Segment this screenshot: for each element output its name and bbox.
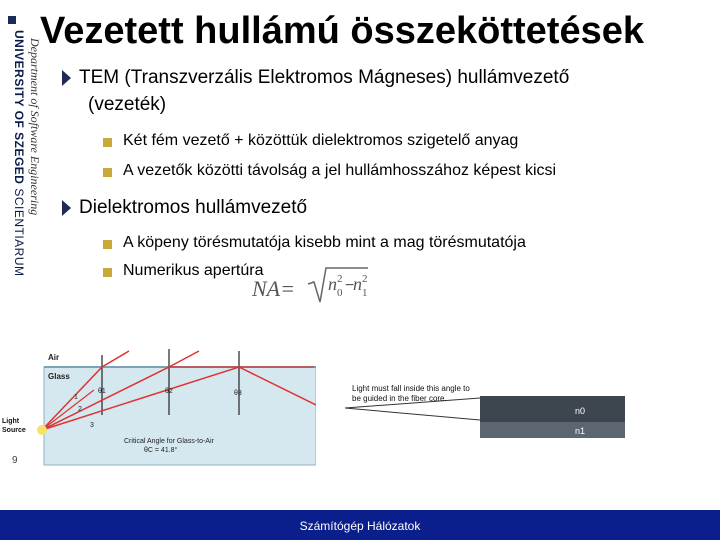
sub-bullet-icon — [103, 268, 112, 277]
numerical-aperture-formula — [250, 262, 370, 308]
critical-angle-figure — [34, 345, 316, 470]
department-name: Department of Software Engineering — [28, 38, 42, 216]
formula-n1: n — [353, 274, 362, 294]
sub-bullet-icon — [103, 138, 112, 147]
page-number: 9 — [12, 455, 18, 466]
formula-lhs: NA= — [252, 276, 295, 301]
svg-text:Glass: Glass — [48, 372, 70, 381]
bullet-arrow-icon — [62, 70, 71, 86]
svg-text:θ3: θ3 — [234, 390, 242, 397]
light-source-icon — [37, 425, 47, 435]
sub-item: Numerikus apertúra — [123, 262, 264, 279]
svg-text:2: 2 — [78, 406, 82, 413]
bullet-item-tem: TEM (Transzverzális Elektromos Mágneses) hullámvezető — [79, 67, 570, 88]
svg-text:θ1: θ1 — [98, 388, 106, 395]
footer-text: Számítógép Hálózatok — [299, 519, 421, 533]
svg-text:3: 3 — [90, 422, 94, 429]
svg-text:1: 1 — [74, 394, 78, 401]
bullet-arrow-icon — [62, 200, 71, 216]
sub-bullet-icon — [103, 168, 112, 177]
svg-text:θC = 41.8°: θC = 41.8° — [144, 447, 178, 454]
svg-text:2: 2 — [337, 273, 343, 285]
university-motto: SCIENTIARUM — [12, 188, 26, 277]
svg-text:0: 0 — [337, 287, 343, 299]
svg-text:Air: Air — [48, 353, 60, 362]
svg-text:n1: n1 — [575, 426, 586, 436]
svg-text:Critical Angle for Glass-to-Ai: Critical Angle for Glass-to-Air — [124, 438, 214, 445]
bullet-item-tem-cont: (vezeték) — [88, 94, 167, 115]
title-bullet — [8, 16, 16, 24]
university-branding — [12, 30, 26, 330]
sub-bullet-icon — [103, 240, 112, 249]
sub-item: A vezetők közötti távolság a jel hullámhosszához képest kicsi — [123, 162, 557, 179]
university-name: UNIVERSITY OF SZEGED — [12, 30, 26, 185]
bullet-item-dielectric: Dielektromos hullámvezető — [79, 197, 308, 218]
svg-text:n0: n0 — [575, 406, 586, 416]
sub-item: A köpeny törésmutatója kisebb mint a mag törésmutatója — [123, 234, 526, 251]
fiber-core — [480, 396, 625, 422]
svg-text:1: 1 — [362, 287, 368, 299]
fiber-note: Light must fall inside this angle to be guided in the fiber core. — [352, 384, 470, 403]
air-region — [44, 349, 316, 367]
light-source-label: Light Source — [2, 418, 26, 434]
svg-text:θ2: θ2 — [165, 388, 173, 395]
fiber-cladding — [480, 422, 625, 438]
svg-text:−: − — [345, 277, 355, 294]
formula-n0: n — [328, 274, 337, 294]
sub-item: Két fém vezető + közöttük dielektromos szigetelő anyag — [123, 132, 519, 149]
slide-title: Vezetett hullámú összeköttetések — [40, 10, 644, 52]
footer-bar — [0, 510, 720, 540]
svg-text:2: 2 — [362, 273, 368, 285]
